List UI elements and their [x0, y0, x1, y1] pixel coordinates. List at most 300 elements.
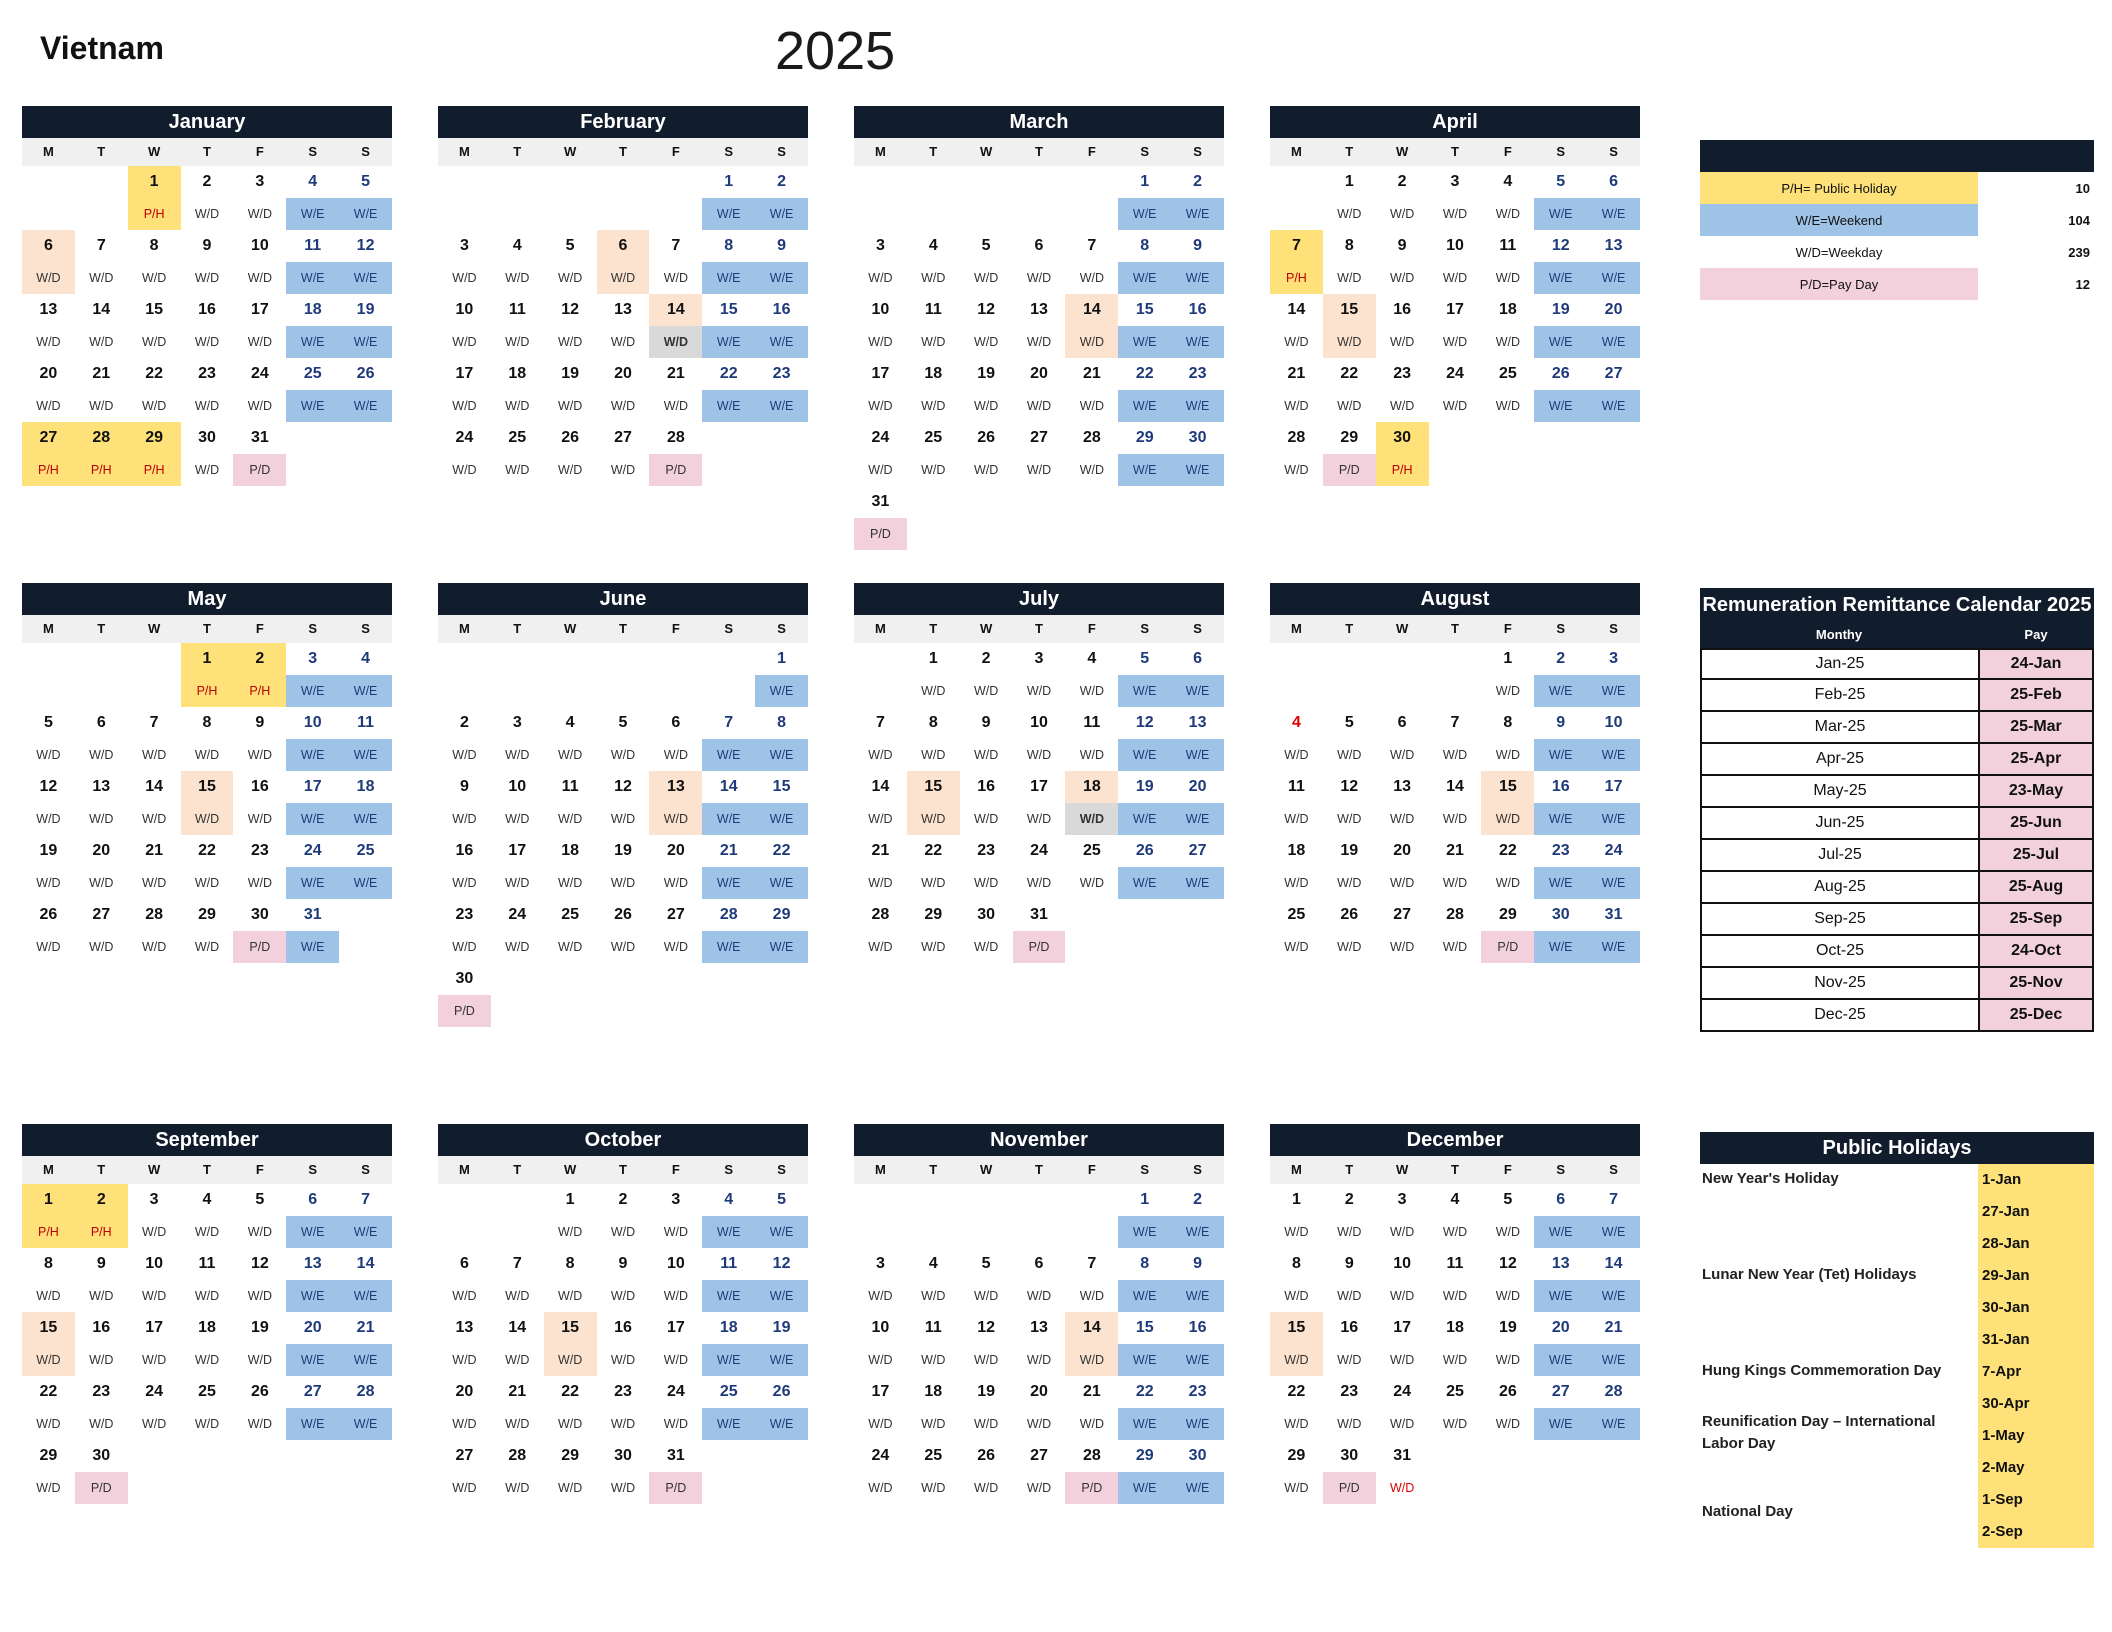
- day-number: [1481, 1440, 1534, 1472]
- day-number: [233, 1440, 286, 1472]
- day-number: 6: [671, 714, 681, 731]
- day-type-label: W/E: [286, 1408, 339, 1440]
- day-type-label: W/D: [597, 262, 650, 294]
- day-type-label: [907, 518, 960, 550]
- day-type-label: W/E: [339, 198, 392, 230]
- day-number: 6: [1556, 1191, 1566, 1208]
- day-type-label: P/D: [649, 454, 702, 486]
- day-number: 27: [22, 422, 75, 454]
- day-number: [75, 166, 128, 198]
- day-type-label: [907, 198, 960, 230]
- month-march: [854, 106, 1224, 550]
- day-type-label: [1013, 1216, 1066, 1248]
- day-number: 11: [924, 301, 942, 318]
- day-number: 5: [361, 173, 371, 190]
- day-type-label: W/D: [247, 335, 272, 349]
- day-of-week-label: W: [147, 621, 161, 636]
- day-number: 13: [649, 771, 702, 803]
- day-number: 8: [1291, 1255, 1301, 1272]
- day-number: 25: [356, 842, 375, 859]
- day-type-label: W/E: [702, 1280, 755, 1312]
- day-type-label: W/D: [505, 1289, 530, 1303]
- month-title: July: [854, 583, 1224, 615]
- day-type-label: W/E: [1587, 867, 1640, 899]
- day-number: 6: [1193, 650, 1203, 667]
- day-number: 18: [924, 1383, 943, 1400]
- day-of-week-label: S: [1556, 1162, 1566, 1177]
- day-number: 11: [357, 714, 375, 731]
- day-type-label: W/E: [1118, 326, 1171, 358]
- day-type-label: W/D: [973, 748, 999, 762]
- day-number: 31: [1604, 906, 1623, 923]
- holiday-name: Lunar New Year (Tet) Holidays: [1702, 1266, 1917, 1283]
- day-number: 14: [649, 294, 702, 326]
- day-number: 22: [1340, 365, 1359, 382]
- day-number: 26: [39, 906, 58, 923]
- day-number: 3: [875, 237, 885, 254]
- day-number: 8: [1140, 1255, 1150, 1272]
- day-type-label: W/E: [1534, 1408, 1587, 1440]
- legend-rows: [1700, 172, 2094, 300]
- day-number: 27: [1551, 1383, 1570, 1400]
- day-number: 18: [1498, 301, 1517, 318]
- day-number: 28: [145, 906, 164, 923]
- day-number: 31: [303, 906, 322, 923]
- remuneration-month: Apr-25: [1702, 744, 1980, 774]
- remuneration-month: Nov-25: [1702, 968, 1980, 998]
- day-number: 28: [871, 906, 890, 923]
- day-type-label: W/E: [1587, 1216, 1640, 1248]
- day-type-label: W/E: [286, 198, 339, 230]
- day-type-label: [1323, 675, 1376, 707]
- day-number: 27: [1030, 1447, 1048, 1464]
- day-number: 14: [145, 778, 164, 795]
- day-type-label: W/D: [907, 803, 960, 835]
- day-number: 15: [1481, 771, 1534, 803]
- day-number: 18: [356, 778, 375, 795]
- day-number: 30: [92, 1447, 111, 1464]
- day-type-label: W/D: [868, 1417, 893, 1431]
- day-type-label: [649, 995, 702, 1027]
- day-number: 2: [777, 173, 787, 190]
- day-number: 1: [777, 650, 787, 667]
- day-number: [1171, 486, 1224, 518]
- day-type-label: W/E: [1118, 198, 1171, 230]
- day-type-label: [597, 995, 650, 1027]
- day-number: 16: [92, 1319, 111, 1336]
- day-type-label: W/D: [649, 326, 702, 358]
- day-number: 28: [508, 1447, 527, 1464]
- day-number: [907, 166, 960, 198]
- day-number: 11: [561, 778, 579, 795]
- day-type-label: W/D: [973, 1481, 999, 1495]
- day-number: [907, 1184, 960, 1216]
- day-type-label: W/D: [1284, 399, 1309, 413]
- day-type-label: W/D: [973, 271, 999, 285]
- day-type-label: W/E: [1534, 931, 1587, 963]
- day-type-label: P/H: [233, 675, 286, 707]
- day-number: 26: [561, 429, 580, 446]
- day-type-label: W/D: [452, 1417, 477, 1431]
- day-type-label: W/E: [1587, 739, 1640, 771]
- day-type-label: W/D: [973, 1417, 999, 1431]
- day-number: 1: [1344, 173, 1354, 190]
- day-type-label: W/E: [755, 1408, 808, 1440]
- remuneration-pay-date: 25-Feb: [1980, 680, 2092, 710]
- day-number: [702, 1440, 755, 1472]
- day-number: 6: [1034, 237, 1044, 254]
- remuneration-header: [1700, 622, 2094, 648]
- day-type-label: W/D: [557, 399, 583, 413]
- day-of-week-label: M: [875, 1162, 886, 1177]
- day-of-week-label: T: [1035, 621, 1043, 636]
- day-type-label: W/D: [1079, 748, 1104, 762]
- day-number: 6: [1034, 1255, 1044, 1272]
- day-type-label: W/E: [1587, 1408, 1640, 1440]
- day-type-label: W/E: [702, 198, 755, 230]
- day-type-label: W/D: [921, 1289, 946, 1303]
- day-type-label: W/E: [755, 739, 808, 771]
- day-number: 19: [356, 301, 375, 318]
- day-number: 16: [198, 301, 216, 318]
- day-number: [960, 486, 1013, 518]
- day-of-week-label: M: [875, 621, 886, 636]
- day-number: 24: [455, 429, 474, 446]
- day-type-label: W/D: [557, 876, 583, 890]
- day-of-week-header: [438, 615, 808, 643]
- month-september: [22, 1124, 392, 1504]
- month-grid: [438, 643, 808, 1027]
- day-number: 5: [777, 1191, 787, 1208]
- day-type-label: W/D: [1065, 1344, 1118, 1376]
- day-type-label: W/D: [1323, 326, 1376, 358]
- day-number: 24: [1030, 842, 1048, 859]
- day-type-label: [755, 995, 808, 1027]
- day-type-label: W/D: [1079, 1289, 1104, 1303]
- day-number: 16: [1188, 301, 1207, 318]
- day-type-label: W/E: [1534, 867, 1587, 899]
- day-number: 30: [1188, 429, 1207, 446]
- day-number: 10: [1446, 237, 1464, 254]
- day-number: [960, 166, 1013, 198]
- legend-row: [1700, 236, 2094, 268]
- day-number: [1534, 422, 1587, 454]
- day-of-week-label: W: [147, 144, 161, 159]
- day-number: [1534, 1440, 1587, 1472]
- day-type-label: W/D: [557, 271, 583, 285]
- day-type-label: [1065, 931, 1118, 963]
- month-title: January: [22, 106, 392, 138]
- day-of-week-label: T: [1345, 144, 1354, 159]
- day-number: 28: [1082, 429, 1101, 446]
- day-number: [339, 899, 392, 931]
- day-number: 17: [1393, 1319, 1412, 1336]
- day-number: 25: [303, 365, 322, 382]
- day-of-week-label: S: [1140, 1162, 1150, 1177]
- remuneration-row: [1700, 840, 2094, 872]
- day-of-week-label: S: [724, 144, 734, 159]
- day-number: 25: [561, 906, 580, 923]
- day-number: 12: [39, 778, 58, 795]
- day-type-label: W/E: [339, 1280, 392, 1312]
- day-number: 30: [250, 906, 269, 923]
- legend-count: 12: [2075, 276, 2090, 292]
- day-number: 11: [198, 1255, 216, 1272]
- day-number: 6: [308, 1191, 318, 1208]
- day-type-label: [1587, 1472, 1640, 1504]
- day-number: 8: [928, 714, 938, 731]
- day-type-label: W/D: [973, 812, 999, 826]
- day-type-label: W/E: [1171, 1280, 1224, 1312]
- day-type-label: W/D: [36, 812, 61, 826]
- day-number: 26: [977, 429, 996, 446]
- day-type-label: W/D: [141, 1225, 167, 1239]
- day-type-label: W/D: [973, 399, 999, 413]
- remuneration-month: Jun-25: [1702, 808, 1980, 838]
- remuneration-row: [1700, 648, 2094, 680]
- day-type-label: W/D: [1442, 399, 1468, 413]
- day-number: [702, 963, 755, 995]
- day-number: 1: [724, 173, 734, 190]
- day-number: 21: [666, 365, 685, 382]
- day-type-label: W/D: [247, 1225, 272, 1239]
- day-number: 22: [561, 1383, 580, 1400]
- day-type-label: [1270, 675, 1323, 707]
- day-number: 18: [924, 365, 943, 382]
- day-type-label: W/D: [663, 1289, 688, 1303]
- day-number: 28: [75, 422, 128, 454]
- day-number: [1065, 1184, 1118, 1216]
- day-type-label: W/D: [1442, 1353, 1468, 1367]
- day-type-label: W/E: [1171, 1408, 1224, 1440]
- day-type-label: W/D: [1389, 876, 1415, 890]
- day-of-week-label: S: [1609, 144, 1618, 159]
- day-number: 27: [303, 1383, 322, 1400]
- day-type-label: W/D: [505, 748, 530, 762]
- day-of-week-label: T: [619, 621, 627, 636]
- holiday-name: National Day: [1702, 1502, 1793, 1520]
- day-number: 11: [304, 237, 322, 254]
- day-number: 18: [508, 365, 527, 382]
- day-type-label: [1270, 198, 1323, 230]
- month-may: [22, 583, 392, 963]
- day-type-label: P/D: [1013, 931, 1066, 963]
- day-type-label: W/D: [1284, 940, 1309, 954]
- day-number: 9: [1344, 1255, 1354, 1272]
- day-type-label: W/D: [1284, 1225, 1309, 1239]
- day-type-label: W/D: [1389, 748, 1415, 762]
- day-number: 14: [1287, 301, 1306, 318]
- day-type-label: W/E: [702, 803, 755, 835]
- day-type-label: W/D: [610, 399, 636, 413]
- day-number: 27: [666, 906, 685, 923]
- day-number: 23: [92, 1383, 111, 1400]
- day-number: 9: [202, 237, 212, 254]
- day-number: 17: [303, 778, 322, 795]
- day-number: [907, 486, 960, 518]
- day-type-label: W/E: [339, 1408, 392, 1440]
- day-type-label: W/D: [973, 1289, 999, 1303]
- day-type-label: [1118, 518, 1171, 550]
- day-type-label: W/D: [1442, 748, 1468, 762]
- day-type-label: [1065, 198, 1118, 230]
- day-type-label: W/D: [1337, 1289, 1362, 1303]
- day-type-label: W/D: [505, 335, 530, 349]
- day-type-label: [1171, 931, 1224, 963]
- day-number: 27: [455, 1447, 474, 1464]
- day-type-label: W/E: [1587, 1280, 1640, 1312]
- day-number: 4: [1291, 714, 1301, 731]
- day-type-label: W/E: [755, 262, 808, 294]
- remuneration-month: Mar-25: [1702, 712, 1980, 742]
- day-number: 5: [618, 714, 628, 731]
- day-number: 25: [1446, 1383, 1464, 1400]
- remuneration-month: Aug-25: [1702, 872, 1980, 902]
- day-type-label: W/E: [1171, 390, 1224, 422]
- day-number: 30: [1376, 422, 1429, 454]
- day-number: [597, 166, 650, 198]
- day-type-label: W/E: [1534, 739, 1587, 771]
- day-type-label: W/E: [286, 867, 339, 899]
- day-number: 3: [875, 1255, 885, 1272]
- month-grid: [438, 1184, 808, 1504]
- day-number: 19: [561, 365, 580, 382]
- day-type-label: W/D: [973, 684, 999, 698]
- day-type-label: W/E: [1587, 262, 1640, 294]
- day-number: 3: [308, 650, 318, 667]
- day-number: [438, 1184, 491, 1216]
- day-number: 26: [1135, 842, 1154, 859]
- day-type-label: W/E: [1171, 454, 1224, 486]
- day-number: 8: [1140, 237, 1150, 254]
- day-type-label: W/D: [1337, 1417, 1362, 1431]
- day-number: 1: [22, 1184, 75, 1216]
- day-type-label: W/D: [921, 1417, 946, 1431]
- legend-label: W/E=Weekend: [1700, 204, 1978, 236]
- day-of-week-label: F: [1087, 621, 1096, 636]
- page-title-year: 2025: [775, 21, 896, 81]
- day-number: 10: [1604, 714, 1623, 731]
- day-number: 18: [1065, 771, 1118, 803]
- day-number: 20: [614, 365, 632, 382]
- remuneration-month: Dec-25: [1702, 1000, 1980, 1030]
- day-number: 4: [512, 237, 522, 254]
- day-type-label: W/D: [452, 399, 477, 413]
- legend-row: [1700, 268, 2094, 300]
- day-number: 20: [1551, 1319, 1570, 1336]
- day-number: 19: [614, 842, 632, 859]
- day-type-label: W/E: [1118, 1280, 1171, 1312]
- day-number: 26: [1551, 365, 1570, 382]
- day-number: 6: [1609, 173, 1619, 190]
- day-type-label: W/D: [1270, 1344, 1323, 1376]
- day-type-label: W/D: [868, 940, 893, 954]
- day-number: 18: [303, 301, 322, 318]
- day-type-label: P/D: [1323, 1472, 1376, 1504]
- day-type-label: W/D: [1389, 399, 1415, 413]
- day-type-label: W/E: [1118, 1344, 1171, 1376]
- day-number: 15: [772, 778, 791, 795]
- day-number: 18: [198, 1319, 216, 1336]
- day-type-label: [1481, 1472, 1534, 1504]
- day-number: 5: [1556, 173, 1566, 190]
- day-type-label: W/E: [1171, 198, 1224, 230]
- day-number: 7: [1450, 714, 1460, 731]
- day-type-label: W/D: [1337, 876, 1362, 890]
- day-number: [286, 422, 339, 454]
- day-number: [1013, 166, 1066, 198]
- day-number: 15: [1270, 1312, 1323, 1344]
- day-number: 6: [597, 230, 650, 262]
- day-type-label: W/E: [702, 262, 755, 294]
- day-number: 22: [198, 842, 216, 859]
- day-number: 1: [1140, 173, 1150, 190]
- day-type-label: [597, 675, 650, 707]
- day-number: 30: [1340, 1447, 1359, 1464]
- legend-row: [1700, 204, 2094, 236]
- day-number: 17: [666, 1319, 685, 1336]
- remuneration-pay-date: 23-May: [1980, 776, 2092, 806]
- day-number: [286, 1440, 339, 1472]
- day-type-label: W/D: [610, 335, 636, 349]
- day-type-label: W/D: [89, 812, 114, 826]
- day-number: 17: [508, 842, 527, 859]
- day-number: 19: [1498, 1319, 1517, 1336]
- month-grid: [1270, 1184, 1640, 1504]
- day-type-label: W/D: [1284, 812, 1309, 826]
- day-type-label: W/D: [1495, 1289, 1520, 1303]
- day-type-label: P/D: [1323, 454, 1376, 486]
- day-type-label: W/D: [557, 940, 583, 954]
- day-of-week-label: M: [875, 144, 886, 159]
- day-number: 18: [1287, 842, 1306, 859]
- day-type-label: P/D: [438, 995, 491, 1027]
- day-type-label: W/E: [339, 803, 392, 835]
- day-type-label: W/E: [1171, 262, 1224, 294]
- day-type-label: W/D: [194, 463, 220, 477]
- day-of-week-label: T: [203, 144, 211, 159]
- day-type-label: W/E: [1534, 326, 1587, 358]
- day-number: 7: [1609, 1191, 1619, 1208]
- day-number: [1065, 486, 1118, 518]
- day-type-label: [491, 675, 544, 707]
- day-type-label: W/D: [247, 207, 272, 221]
- day-number: 16: [1340, 1319, 1359, 1336]
- day-number: [491, 963, 544, 995]
- day-number: 2: [1193, 173, 1203, 190]
- day-type-label: W/D: [452, 463, 477, 477]
- day-type-label: W/E: [1171, 803, 1224, 835]
- day-number: 14: [1446, 778, 1464, 795]
- day-type-label: W/E: [1118, 1408, 1171, 1440]
- day-type-label: W/E: [1171, 1216, 1224, 1248]
- day-number: 11: [924, 1319, 942, 1336]
- day-number: 14: [1065, 1312, 1118, 1344]
- day-number: 9: [618, 1255, 628, 1272]
- day-number: [1587, 422, 1640, 454]
- day-type-label: W/D: [610, 1353, 636, 1367]
- month-title: May: [22, 583, 392, 615]
- day-of-week-header: [1270, 1156, 1640, 1184]
- day-number: 27: [1393, 906, 1412, 923]
- day-number: 23: [1188, 1383, 1207, 1400]
- day-number: 26: [614, 906, 632, 923]
- day-type-label: W/D: [36, 335, 61, 349]
- day-number: 22: [719, 365, 738, 382]
- day-number: 10: [303, 714, 322, 731]
- day-type-label: W/D: [663, 748, 688, 762]
- remuneration-pay-date: 24-Jan: [1980, 650, 2092, 678]
